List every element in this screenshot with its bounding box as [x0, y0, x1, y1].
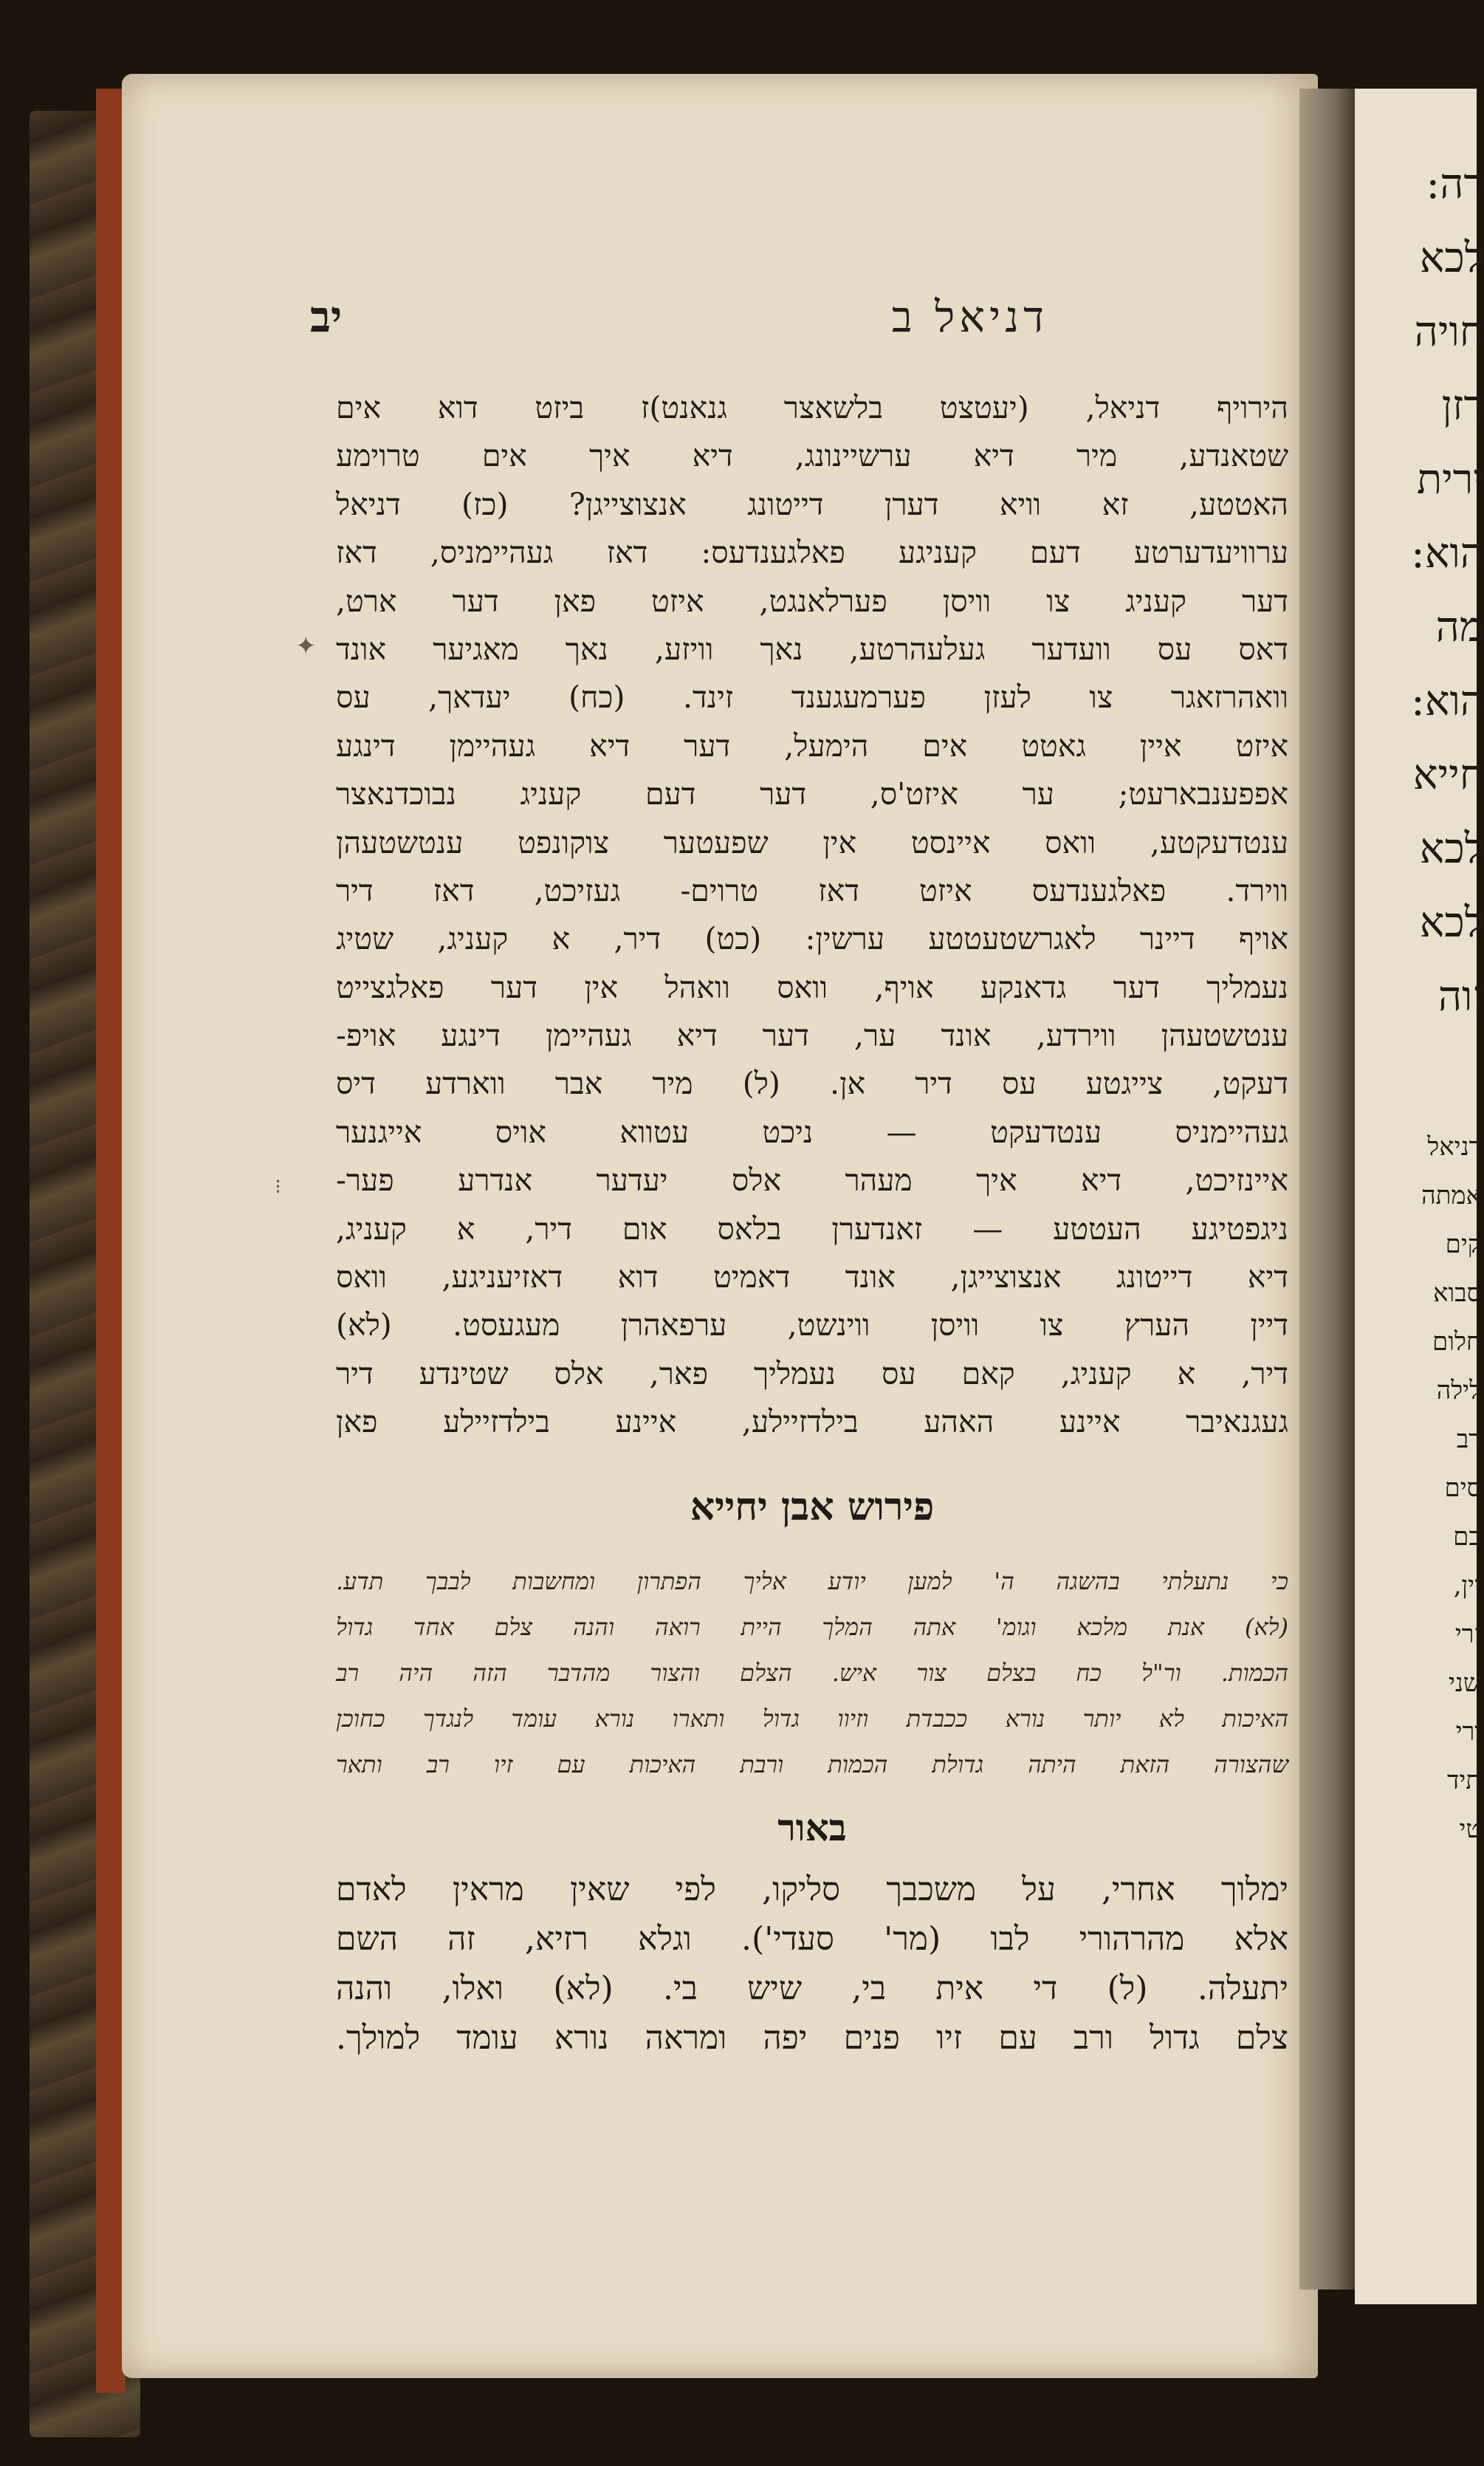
main-text-line: ערוויעדערטע דעם קעניגע פאלגענדעס: דאז געהיימניס, דאז — [336, 535, 1288, 571]
page-edge — [96, 89, 126, 2393]
margin-mark: ✦ — [295, 631, 317, 661]
facing-page-line: הוא: — [1410, 677, 1484, 725]
main-text-line: הירויף דניאל, (יעטצט בלשאצר גנאנט)ז ביזט דוא אים — [336, 390, 1288, 425]
main-text-line: דיין הערץ צו וויסן ווינשט, ערפאהרן מעגעסט. (לא) — [336, 1307, 1288, 1343]
facing-page-small-line: שני — [1448, 1668, 1481, 1698]
margin-mark: ⁝ — [275, 1174, 281, 1199]
main-text-line: אויף דיינר לאגרשטעטטע ערשין: (כט) דיר, א קעניג, שטיג — [336, 921, 1288, 957]
facing-page-line: הוא: — [1410, 530, 1484, 578]
main-text-line: געגנאיבר איינע האהע בילדזיילע, איינע בילדזיילע פאן — [336, 1404, 1288, 1440]
main-text-line: איזט איין גאטט אים הימעל, דער דיא געהיימן דינגע — [336, 727, 1288, 764]
main-text-line: שטאנדע, מיר דיא ערשיינונג, דיא איך אים טרוימע — [336, 438, 1288, 474]
facing-page-line: מה — [1435, 603, 1484, 651]
main-text-line: דאס עס וועדער געלעהרטע, נאך וויזע, נאך מאגיער אונד — [336, 631, 1288, 667]
facing-page-small-line: תיד — [1446, 1766, 1481, 1795]
main-text-line: איינזיכט, דיא איך מעהר אלס יעדער אנדרע פער- — [336, 1162, 1288, 1199]
biur-line: ימלוך אחרי, על משכבך סליקו, לפי שאין מראין לאדם — [336, 1871, 1288, 1908]
biur-heading: באור — [777, 1806, 847, 1849]
commentary-heading: פירוש אבן יחייא — [690, 1484, 935, 1530]
commentary-text — [336, 1558, 1288, 1787]
facing-page-small-line: יין, — [1453, 1571, 1481, 1600]
facing-page-small-line: כם — [1453, 1522, 1481, 1552]
book-gutter — [1299, 89, 1358, 2289]
main-text-line: ענטשטעהן ווירדע, אונד ער, דער דיא געהיימן דינגע אויפ- — [336, 1018, 1288, 1054]
facing-page-small-text — [1355, 1034, 1481, 1854]
facing-page — [1355, 89, 1484, 2304]
facing-page-line: לכא — [1419, 899, 1484, 947]
biur-text — [336, 1865, 1288, 2063]
main-text-line: דיר, א קעניג, קאם עס נעמליך פאר, אלס שטינדע דיר — [336, 1355, 1288, 1391]
main-text-line: ניגפטיגע העטטע — זאנדערן בלאס אום דיר, א קעניג, — [336, 1210, 1288, 1247]
commentary-line: שהצורה הזאת היתה גדולת הכמות ורבת האיכות עם זיו רב ותאר — [336, 1750, 1288, 1778]
facing-page-small-line: קים — [1445, 1230, 1481, 1259]
facing-page-line: זוה — [1437, 973, 1484, 1021]
biur-line: אלא מהרהורי לבו (מר' סעדי'). וגלא רזיא, זה השם — [336, 1920, 1288, 1958]
page-number: יב — [310, 292, 343, 342]
main-text-line: דיא דייטונג אנצוצייגן, אונד דאמיט דוא דאזיעניגע, וואס — [336, 1259, 1288, 1295]
facing-page-line: חויה — [1414, 308, 1484, 356]
commentary-line: האיכות לא יותר נורא ככבדת וזיוו גדול ותארו נורא עומד לנגדך כחוכן — [336, 1705, 1288, 1733]
commentary-line: כי נתעלתי בהשגה ה' למען יודע אליך הפתרון ומחשבות לבבך תדע. — [336, 1567, 1288, 1595]
facing-page-line: לכא — [1419, 825, 1484, 873]
facing-page-line: רזן — [1441, 382, 1484, 430]
facing-page-large-text — [1355, 89, 1484, 1034]
running-head — [310, 292, 1292, 351]
main-text-line: דער קעניג צו וויסן פערלאנגט, איזט פאן דער ארט, — [336, 583, 1288, 619]
main-text — [336, 384, 1288, 1447]
facing-page-small-line: זרי — [1454, 1620, 1481, 1649]
facing-page-line: לכא — [1419, 234, 1484, 282]
main-text-line: האטטע, זא וויא דערן דייטונג אנצוצייגן? (כז) דניאל — [336, 486, 1288, 522]
facing-page-small-line: דניאל — [1427, 1132, 1481, 1162]
facing-page-small-line: סבוא — [1433, 1278, 1481, 1308]
main-text-line: וואהרזאגר צו לעזן פערמעגענד זינד. (כח) יעדאך, עס — [336, 679, 1288, 716]
facing-page-small-line: לילה — [1436, 1376, 1481, 1405]
biur-line: צלם גדול ורב עם זיו פנים יפה ומראה נורא עומד למולך. — [336, 2019, 1288, 2057]
main-text-line: אפפענבארעט; ער איזט'ס, דער דעם קעניג נבוכדנאצר — [336, 776, 1288, 812]
main-text-line: ווירד. פאלגענדעס איזט דאז טרוים- געזיכט, דאז דיר — [336, 872, 1288, 908]
main-text-line: דעקט, צייגטע עס דיר אן. (ל) מיר אבר ווארדע דיס — [336, 1066, 1288, 1102]
facing-page-small-line: ורי — [1455, 1717, 1481, 1747]
facing-page-line: רה: — [1426, 160, 1484, 208]
commentary-line: הכמות. ור"ל כח בצלם צור איש. הצלם והצור מהדבר הזה היה רב — [336, 1659, 1288, 1687]
main-text-line: נעמליך דער גדאנקע אויף, וואס וואהל אין דער פאלגצייט — [336, 969, 1288, 1005]
facing-page-small-line: אמתה — [1421, 1181, 1481, 1210]
commentary-line: (לא) אנת מלכא וגומ' אתה המלך היית רואה והנה צלם אחד גדול — [336, 1613, 1288, 1641]
biur-line: יתעלה. (ל) די אית בי, שיש בי. (לא) ואלו, והנה — [336, 1970, 1288, 2007]
facing-page-line: ירית — [1416, 456, 1484, 504]
facing-page-line: חייא — [1412, 751, 1484, 799]
facing-page-small-line: סים — [1444, 1473, 1481, 1503]
running-title: דניאל ב — [891, 292, 1048, 342]
main-text-line: ענטדעקטע, וואס איינסט אין שפעטער צוקונפט ענטשטעהן — [336, 824, 1288, 860]
facing-page-small-line: חלום — [1432, 1327, 1481, 1357]
facing-page-small-line: רב — [1456, 1425, 1481, 1454]
facing-page-small-line: טי — [1459, 1815, 1481, 1844]
main-text-line: געהיימניס ענטדעקט — ניכט עטווא אויס אייגנער — [336, 1114, 1288, 1150]
